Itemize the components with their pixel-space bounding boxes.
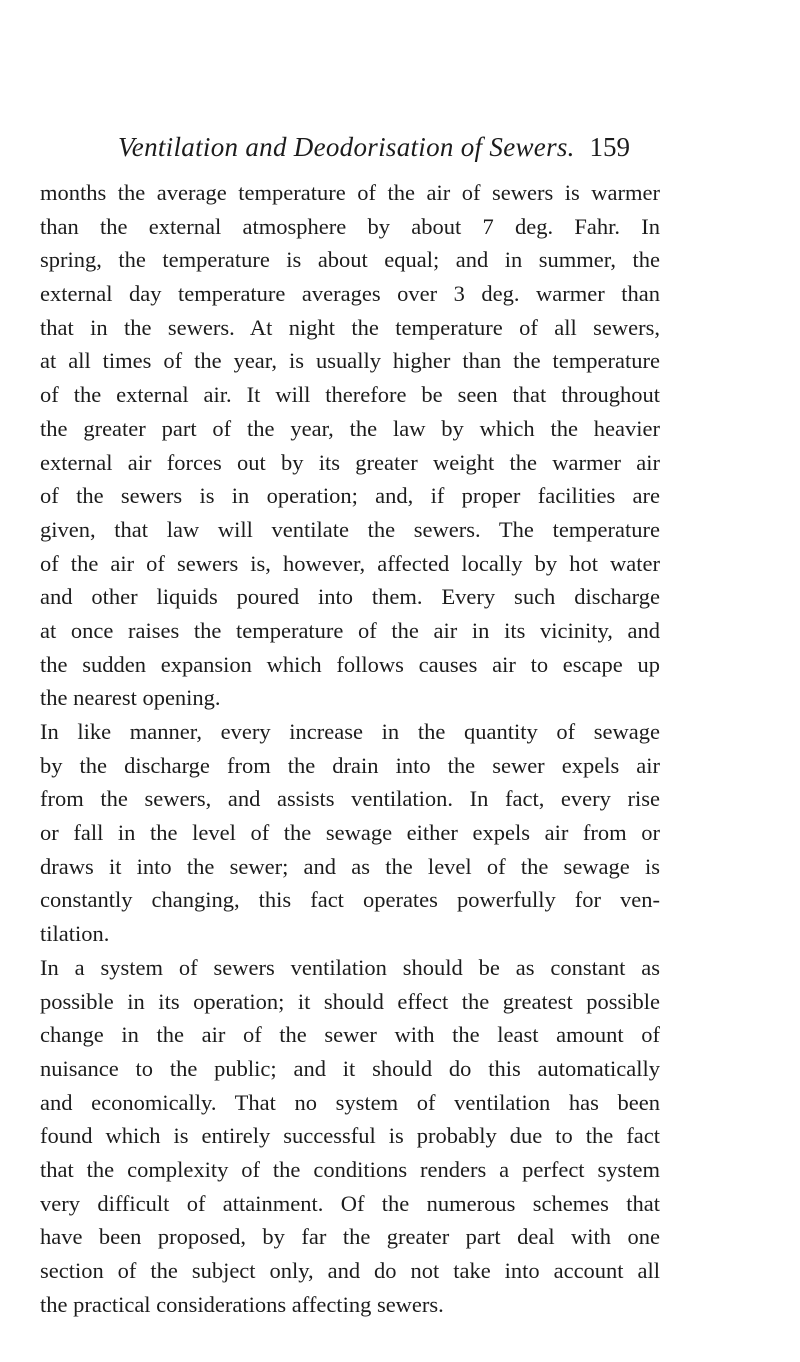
text-line: at all times of the year, is usually higher than the temperature — [40, 348, 660, 374]
text-line: months the average temperature of the air of sewers is warmer — [40, 180, 660, 205]
text-line: nuisance to the public; and it should do this automatically — [40, 1055, 660, 1081]
text-line: or fall in the level of the sewage either expels air from or — [40, 820, 660, 846]
text-line: and other liquids poured into them. Every such discharge — [40, 584, 660, 610]
text-line: than the external atmosphere by about 7 deg. Fahr. In — [40, 213, 660, 239]
text-line: given, that law will ventilate the sewers. The temperature — [40, 516, 660, 542]
text-line: at once raises the temperature of the air in its vicinity, and — [40, 617, 660, 643]
text-line: the nearest opening. — [40, 685, 221, 711]
text-line: external air forces out by its greater weight the warmer air — [40, 449, 660, 475]
text-line: that in the sewers. At night the temperature of all sewers, — [40, 314, 660, 340]
running-head — [118, 122, 630, 170]
text-line: section of the subject only, and do not take into account all — [40, 1258, 660, 1283]
text-line: and economically. That no system of ventilation has been — [40, 1089, 660, 1115]
text-line: draws it into the sewer; and as the level of the sewage is — [40, 853, 660, 879]
text-line: tilation. — [40, 921, 110, 947]
page-number: 159 — [589, 132, 630, 162]
text-line: by the discharge from the drain into the sewer expels air — [40, 752, 660, 778]
text-line: the greater part of the year, the law by which the heavier — [40, 415, 660, 441]
text-line: change in the air of the sewer with the least amount of — [40, 1022, 660, 1048]
text-line: In a system of sewers ventilation should be as constant as — [40, 954, 660, 980]
text-line: very difficult of attainment. Of the numerous schemes that — [40, 1190, 660, 1216]
text-line: of the external air. It will therefore be seen that throughout — [40, 382, 660, 408]
text-line: In like manner, every increase in the quantity of sewage — [40, 719, 660, 744]
running-title: Ventilation and Deodorisation of Sewers. — [118, 132, 575, 162]
text-line: external day temperature averages over 3 deg. warmer than — [40, 281, 660, 307]
body-text — [40, 176, 660, 1321]
text-line: constantly changing, this fact operates powerfully for ven- — [40, 887, 660, 913]
text-line: possible in its operation; it should effect the greatest possible — [40, 988, 660, 1014]
text-line: of the sewers is in operation; and, if proper facilities are — [40, 483, 660, 509]
text-line: the practical considerations affecting sewers. — [40, 1291, 444, 1317]
text-line: spring, the temperature is about equal; and in summer, the — [40, 247, 660, 273]
text-line: of the air of sewers is, however, affected locally by hot water — [40, 550, 660, 576]
text-line: from the sewers, and assists ventilation. In fact, every rise — [40, 786, 660, 812]
text-line: have been proposed, by far the greater part deal with one — [40, 1224, 660, 1250]
text-line: found which is entirely successful is probably due to the fact — [40, 1123, 660, 1149]
text-line: that the complexity of the conditions renders a perfect system — [40, 1156, 660, 1182]
text-line: the sudden expansion which follows causes air to escape up — [40, 651, 660, 677]
